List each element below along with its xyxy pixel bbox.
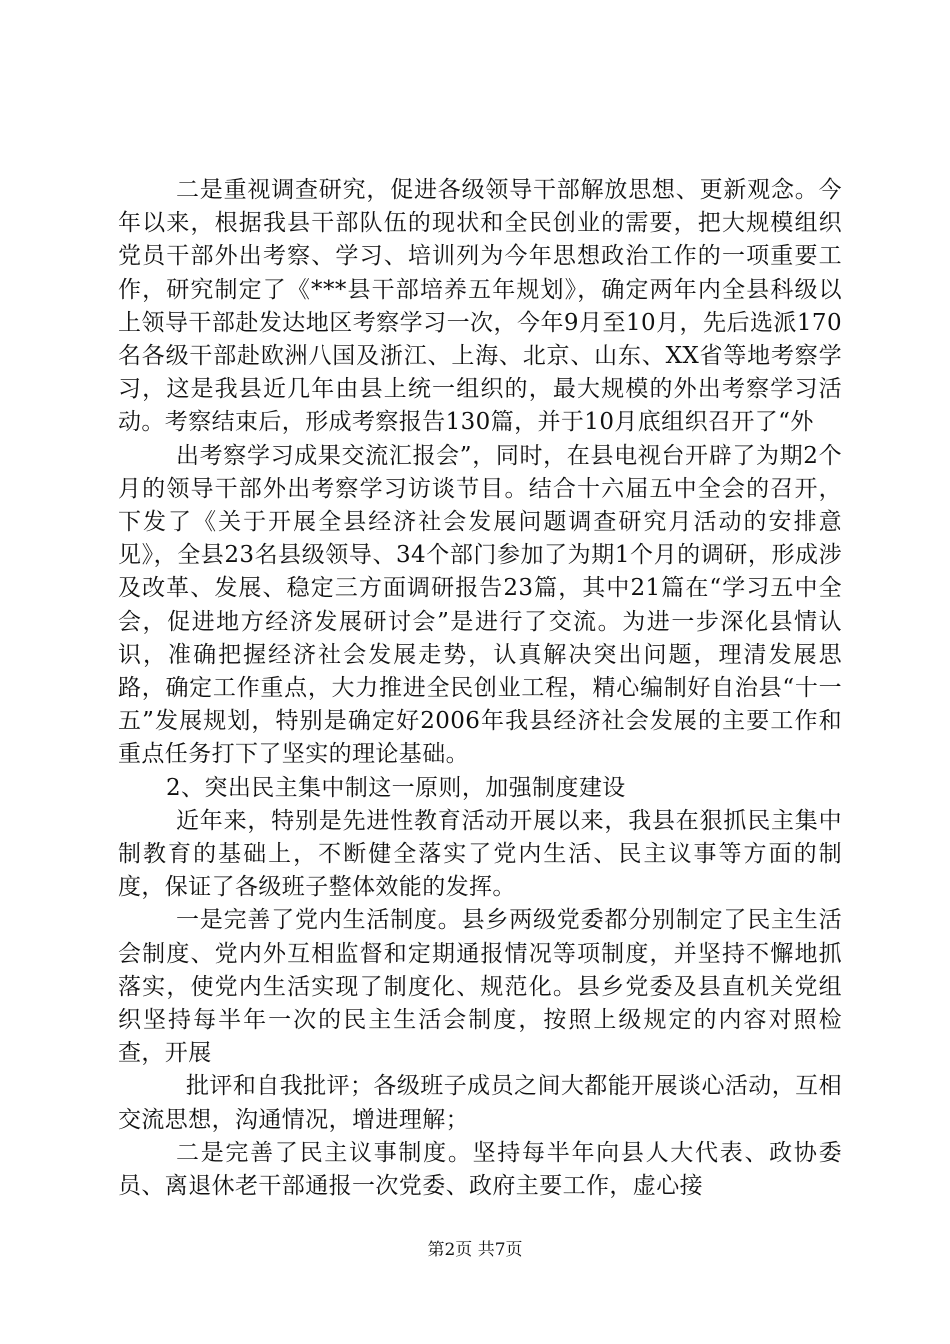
paragraph-research: 二是重视调查研究，促进各级领导干部解放思想、更新观念。今年以来，根据我县干部队伍的现状和全民创业的需要，把大规模组织党员干部外出考察、学习、培训列为今年思想政治工作的一项重要工作，研究制定了《***县干部培养五年规划》，确定两年内全县科级以上领导干部赴发达地区考察学习一次，今年9月至10月，先后选派170名各级干部赴欧洲八国及浙江、上海、北京、山东、XX省等地考察学习，这是我县近几年由县上统一组织的，最大规模的外出考察学习活动。考察结束后，形成考察报告130篇，并于10月底组织召开了“外 (118, 177, 842, 436)
document-body (118, 174, 842, 1203)
paragraph-democratic-deliberation: 二是完善了民主议事制度。坚持每半年向县人大代表、政协委员、离退休老干部通报一次党委、政府主要工作，虚心接 (118, 1139, 842, 1200)
paragraph-recent-years: 近年来，特别是先进性教育活动开展以来，我县在狠抓民主集中制教育的基础上，不断健全落实了党内生活、民主议事等方面的制度，保证了各级班子整体效能的发挥。 (118, 807, 842, 901)
paragraph-exchange-meeting: 出考察学习成果交流汇报会”，同时，在县电视台开辟了为期2个月的领导干部外出考察学习访谈节目。结合十六届五中全会的召开，下发了《关于开展全县经济社会发展问题调查研究月活动的安排意见》，全县23名县级领导、34个部门参加了为期1个月的调研，形成涉及改革、发展、稳定三方面调研报告23篇，其中21篇在“学习五中全会，促进地方经济发展研讨会”是进行了交流。为进一步深化县情认识，准确把握经济社会发展走势，认真解决突出问题，理清发展思路，确定工作重点，大力推进全民创业工程，精心编制好自治县“十一五”发展规划，特别是确定好2006年我县经济社会发展的主要工作和重点任务打下了坚实的理论基础。 (118, 442, 842, 768)
page-footer: 第2页 共7页 (427, 1240, 523, 1260)
section-heading-democratic-centralism: 2、突出民主集中制这一原则，加强制度建设 (166, 774, 626, 801)
paragraph-criticism: 批评和自我批评；各级班子成员之间大都能开展谈心活动，互相交流思想，沟通情况，增进理解； (118, 1073, 842, 1133)
paragraph-party-life-system: 一是完善了党内生活制度。县乡两级党委都分别制定了民主生活会制度、党内外互相监督和定期通报情况等项制度，并坚持不懈地抓落实，使党内生活实现了制度化、规范化。县乡党委及县直机关党组织坚持每半年一次的民主生活会制度，按照上级规定的内容对照检查，开展 (118, 907, 842, 1067)
